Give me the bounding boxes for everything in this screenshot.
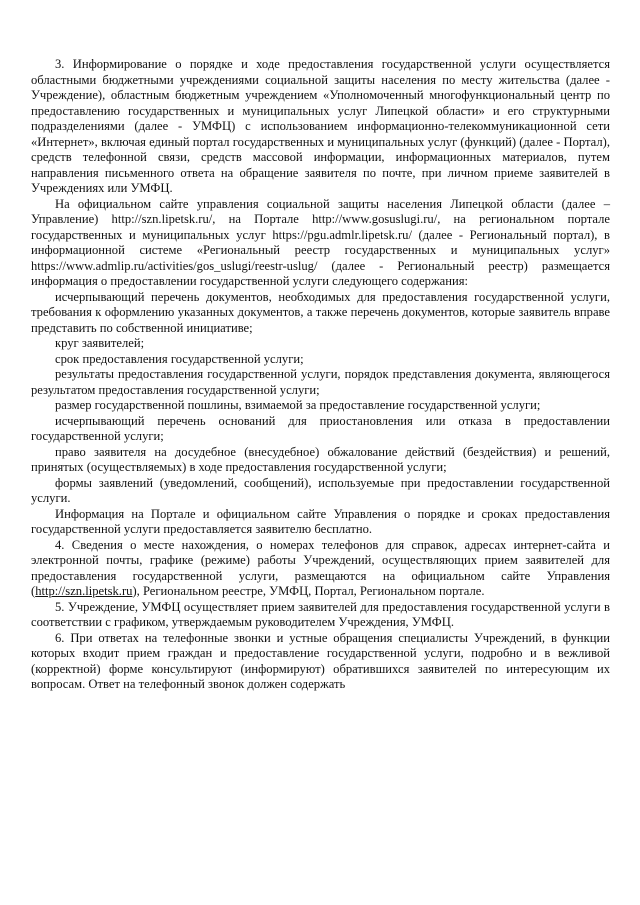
list-item-results: результаты предоставления государственной услуги, порядок представления документа, являющегося результатом предоставления государственной услуги; (31, 367, 610, 397)
list-item-fee: размер государственной пошлины, взимаемой за предоставление государственной услуги; (55, 398, 541, 412)
paragraph-free-info: Информация на Портале и официальном сайте Управления о порядке и сроках предоставления государственной услуги предоставляется заявителю бесплатно. (31, 506, 610, 536)
paragraph-4-end: ), Региональном реестре, УМФЦ, Портал, Региональном портале. (132, 584, 485, 598)
szn-site-link[interactable]: http://szn.lipetsk.ru (35, 584, 133, 598)
list-item-appeal-right: право заявителя на досудебное (внесудебное) обжалование действий (бездействия) и решений, принятых (осуществляемых) в ходе предоставления государственной услуги; (31, 444, 610, 474)
document-page (31, 57, 610, 693)
paragraph-6: 6. При ответах на телефонные звонки и устные обращения специалисты Учреждений, в функции которых входит прием граждан и предоставление государственной услуги, подробно и в вежливой (корректной) форме консультируют (информируют) обратившихся заявителей по интересующим их вопросам. Ответ на телефонный звонок должен содержать (31, 630, 610, 691)
paragraph-official-site: На официальном сайте управления социальной защиты населения Липецкой области (далее – Управление) http://szn.lipetsk.ru/, на Портале http://www.gosuslugi.ru/, на региональном портале государственных и муниципальных услуг https://pgu.admlr.lipetsk.ru/ (далее - Региональный портал), в информационной системе «Региональный реестр государственных и муниципальных услуг» https://www.admlip.ru/activities/gos_uslugi/reestr-uslug/ (далее - Региональный реестр) размещается информация о предоставлении государственной услуги следующего содержания: (31, 196, 610, 288)
list-item-applicants: круг заявителей; (55, 336, 145, 350)
list-item-term: срок предоставления государственной услуги; (55, 351, 304, 366)
paragraph-3: 3. Информирование о порядке и ходе предоставления государственной услуги осуществляется областными бюджетными учреждениями социальной защиты населения по месту жительства (далее - Учреждение), областным бюджетным учреждением «Уполномоченный многофункциональный центр по предоставлению государственных и муниципальных услуг Липецкой области» и его структурными подразделениями (далее - УМФЦ) с использованием информационно-телекоммуникационной сети «Интернет», включая единый портал государственных и муниципальных услуг (функций) (далее - Портал), средств телефонной связи, средств массовой информации, информационных материалов, путем направления письменного ответа на обращение заявителя по почте, при личном приеме заявителей в Учреждениях или УМФЦ. (31, 57, 610, 195)
list-item-refusal-grounds: исчерпывающий перечень оснований для приостановления или отказа в предоставлении государственной услуги; (31, 413, 610, 443)
list-item-forms: формы заявлений (уведомлений, сообщений), используемые при предоставлении государственной услуги. (31, 475, 610, 505)
paragraph-5: 5. Учреждение, УМФЦ осуществляет прием заявителей для предоставления государственной услуги в соответствии с графиком, утверждаемым руководителем Учреждения, УМФЦ. (31, 599, 610, 629)
paragraph-4 (31, 538, 610, 600)
paragraph-4-start: 4. Сведения о месте нахождения, о номерах телефонов для справок, адресах интернет-сайта и электронной почты, графике (режиме) работы Учреждений, осуществляющих прием заявителей для предоставления государственной услуги, размещаются на официальном сайте Управления ( (31, 537, 610, 598)
list-item-documents: исчерпывающий перечень документов, необходимых для предоставления государственной услуги, требования к оформлению указанных документов, а также перечень документов, которые заявитель вправе представить по собственной инициативе; (31, 289, 610, 335)
